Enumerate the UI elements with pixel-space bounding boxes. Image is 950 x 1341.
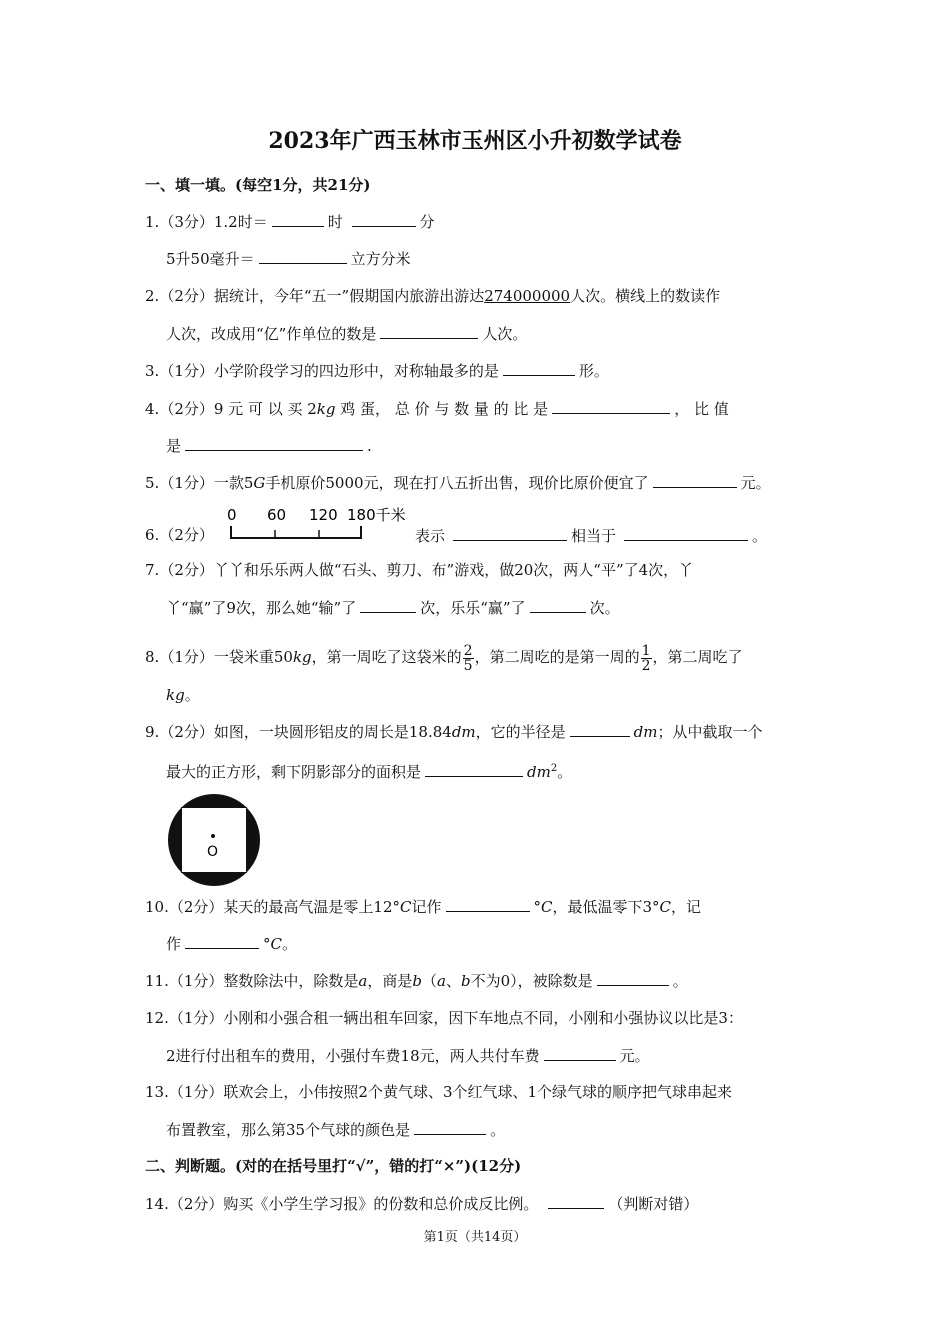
section-2-heading: 二、判断题。(对的在括号里打“√”，错的打“×”)(12分) <box>145 1157 522 1175</box>
question-2-line-2: 人次，改成用“亿”作单位的数是 人次。 <box>166 325 528 343</box>
circle-square-figure <box>166 792 262 888</box>
answer-blank[interactable] <box>653 472 737 488</box>
question-5: 5.（1分）一款5G手机原价5000元，现在打八五折出售，现价比原价便宜了 元。 <box>145 474 771 492</box>
answer-blank[interactable] <box>552 398 670 414</box>
answer-blank[interactable] <box>352 211 416 227</box>
question-8-line-2: kg。 <box>166 686 200 704</box>
answer-blank[interactable] <box>446 896 530 912</box>
question-12-line-2: 2进行付出租车的费用，小强付车费18元，两人共付车费 元。 <box>166 1047 650 1065</box>
answer-blank[interactable] <box>380 323 478 339</box>
answer-blank[interactable] <box>544 1045 616 1061</box>
scale-bar <box>225 504 425 544</box>
answer-blank[interactable] <box>530 597 586 613</box>
question-11: 11.（1分）整数除法中，除数是a，商是b（a、b不为0），被除数是 。 <box>145 972 688 990</box>
question-1-line-2: 5升50毫升＝ 立方分米 <box>166 250 411 268</box>
question-7-line-2: 丫“赢”了9次，那么她“输”了 次，乐乐“赢”了 次。 <box>166 599 620 617</box>
question-13-line-2: 布置教室，那么第35个气球的颜色是 。 <box>166 1121 506 1139</box>
scale-label-120: 120 <box>309 506 338 524</box>
center-point <box>211 834 215 838</box>
page-title: 2023年广西玉林市玉州区小升初数学试卷 <box>268 128 682 154</box>
question-14: 14.（2分）购买《小学生学习报》的份数和总价成反比例。 （判断对错） <box>145 1195 699 1213</box>
center-label: O <box>207 844 219 860</box>
underlined-number: 274000000 <box>484 287 571 305</box>
question-4-line-2: 是 . <box>166 437 372 455</box>
question-6: 6.（2分） <box>145 526 214 544</box>
section-1-heading: 一、填一填。(每空1分，共21分) <box>145 176 371 194</box>
question-6-text: 表示 相当于 。 <box>415 527 768 545</box>
answer-blank[interactable] <box>185 435 363 451</box>
fraction-2-5: $\frac{2}{5}$ <box>463 642 473 674</box>
answer-blank[interactable] <box>570 721 630 737</box>
answer-blank[interactable] <box>185 933 259 949</box>
answer-blank[interactable] <box>624 525 748 541</box>
question-10: 10.（2分）某天的最高气温是零上12°C记作 °C，最低温零下3°C，记 <box>145 898 702 916</box>
question-12: 12.（1分）小刚和小强合租一辆出租车回家，因下车地点不同，小刚和小强协议以比是3： <box>145 1009 743 1027</box>
scale-label-60: 60 <box>267 506 287 524</box>
answer-blank[interactable] <box>272 211 324 227</box>
scale-label-0: 0 <box>227 506 237 524</box>
question-9-line-2: 最大的正方形，剩下阴影部分的面积是 $dm^2$。 <box>166 763 573 781</box>
question-1: 1.（3分）1.2时＝ 时 分 <box>145 213 435 231</box>
answer-blank[interactable] <box>414 1119 486 1135</box>
question-10-line-2: 作 °C。 <box>166 935 298 953</box>
page-footer: 第1页（共14页） <box>423 1230 527 1245</box>
question-7: 7.（2分）丫丫和乐乐两人做“石头、剪刀、布”游戏，做20次，两人“平”了4次，丫 <box>145 561 694 579</box>
question-8: 8.（1分）一袋米重50kg，第一周吃了这袋米的 $\frac{2}{5}$ ，第二周吃的是第一周的 $\frac{1}{2}$ ，第二周吃了 <box>145 642 743 674</box>
fraction-1-2: $\frac{1}{2}$ <box>641 642 651 674</box>
answer-blank[interactable] <box>597 970 669 986</box>
question-9: 9.（2分）如图，一块圆形铝皮的周长是18.84dm，它的半径是 dm；从中截取一个 <box>145 723 763 741</box>
scale-label-180: 180千米 <box>347 506 406 524</box>
question-3: 3.（1分）小学阶段学习的四边形中，对称轴最多的是 形。 <box>145 362 609 380</box>
answer-blank[interactable] <box>425 761 523 777</box>
question-4: 4.（2分）9 元 可 以 买 2kg 鸡 蛋， 总 价 与 数 量 的 比 是 ， 比 值 <box>145 400 729 418</box>
answer-blank[interactable] <box>503 360 575 376</box>
answer-blank[interactable] <box>453 525 567 541</box>
answer-blank[interactable] <box>548 1193 604 1209</box>
question-13: 13.（1分）联欢会上，小伟按照2个黄气球、3个红气球、1个绿气球的顺序把气球串起来 <box>145 1083 733 1101</box>
question-2: 2.（2分）据统计，今年“五一”假期国内旅游出游达274000000人次。横线上的数读作 <box>145 287 721 305</box>
inscribed-square <box>182 808 247 873</box>
answer-blank[interactable] <box>360 597 416 613</box>
answer-blank[interactable] <box>259 248 347 264</box>
